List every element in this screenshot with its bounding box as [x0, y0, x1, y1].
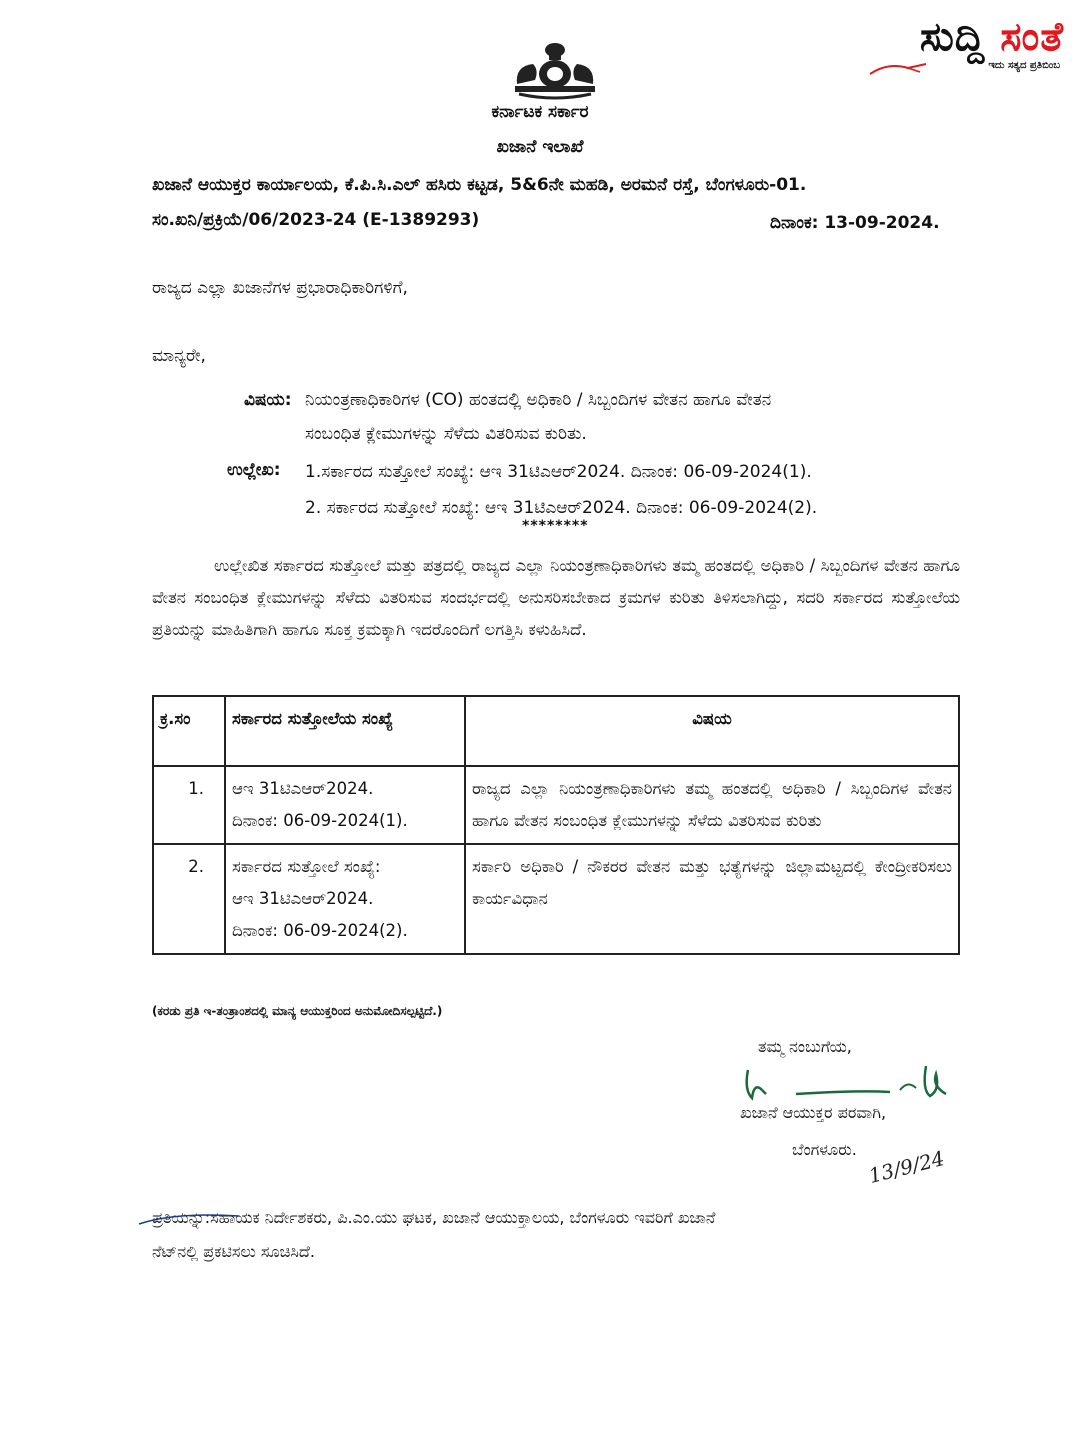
- row-serial: 1.: [153, 766, 225, 844]
- office-address: ಖಜಾನೆ ಆಯುಕ್ತರ ಕಾರ್ಯಾಲಯ, ಕೆ.ಪಿ.ಸಿ.ಎಲ್ ಹಸಿರು ಕಟ್ಟಡ, 5&6ನೇ ಮಹಡಿ, ಅರಮನೆ ರಸ್ತೆ, ಬೆಂಗಳೂರು-01.: [152, 175, 807, 195]
- table-header-subject: ವಿಷಯ: [465, 696, 959, 766]
- row-subject: ರಾಜ್ಯದ ಎಲ್ಲಾ ನಿಯಂತ್ರಣಾಧಿಕಾರಿಗಳು ತಮ್ಮ ಹಂತದಲ್ಲಿ ಅಧಿಕಾರಿ / ಸಿಬ್ಬಂದಿಗಳ ವೇತನ ಹಾಗೂ ವೇತನ ಸಂಬಂಧಿತ ಕ್ಲೇಮುಗಳನ್ನು ಸೆಳೆದು ವಿತರಿಸುವ ಕುರಿತು: [465, 766, 959, 844]
- circular-line: ಸರ್ಕಾರದ ಸುತ್ತೋಲೆ ಸಂಖ್ಯೆ:: [232, 857, 381, 876]
- circulars-table: [152, 695, 960, 955]
- closing-yours: ತಮ್ಮ ನಂಬುಗೆಯ,: [758, 1037, 852, 1056]
- table-row: [153, 766, 959, 844]
- logo-wordmark: [920, 14, 1064, 60]
- reference-label: ಉಲ್ಲೇಖ:: [227, 460, 281, 480]
- sudhi-sante-logo: [864, 14, 1064, 74]
- table-header-row: [153, 696, 959, 766]
- addressee: ರಾಜ್ಯದ ಎಲ್ಲಾ ಖಜಾನೆಗಳ ಪ್ರಭಾರಾಧಿಕಾರಿಗಳಿಗೆ,: [152, 278, 408, 298]
- reference-number: ಸಂ.ಖನಿ/ಪ್ರಕ್ರಿಯೆ/06/2023-24 (E-1389293): [152, 210, 480, 230]
- copy-to-line-2: ನೆಟ್‌ನಲ್ಲಿ ಪ್ರಕಟಿಸಲು ಸೂಚಿಸಿದೆ.: [152, 1242, 315, 1261]
- table-header-serial: ಕ್ರ.ಸಂ: [153, 696, 225, 766]
- handwritten-date: 13/9/24: [866, 1146, 947, 1188]
- pen-swoosh-icon: [868, 60, 928, 78]
- row-circular: [225, 844, 465, 954]
- footnote: (ಕರಡು ಪ್ರತಿ ಇ-ತಂತ್ರಾಂಶದಲ್ಲಿ ಮಾನ್ಯ ಆಯುಕ್ತರಿಂದ ಅನುಮೋದಿಸಲ್ಪಟ್ಟಿದೆ.): [152, 1004, 443, 1018]
- table-header-circular: ಸರ್ಕಾರದ ಸುತ್ತೋಲೆಯ ಸಂಖ್ಯೆ: [225, 696, 465, 766]
- circular-line: ದಿನಾಂಕ: 06-09-2024(2).: [232, 921, 408, 940]
- circular-line: ಆಇ 31ಟಿಎಆರ್2024.: [232, 889, 374, 908]
- row-subject: ಸರ್ಕಾರಿ ಅಧಿಕಾರಿ / ನೌಕರರ ವೇತನ ಮತ್ತು ಭತ್ಯೆಗಳನ್ನು ಜಿಲ್ಲಾಮಟ್ಟದಲ್ಲಿ ಕೇಂದ್ರೀಕರಿಸಲು ಕಾರ್ಯವಿಧಾನ: [465, 844, 959, 954]
- copy-to-line-1: ಪ್ರತಿಯನ್ನು:ಸಹಾಯಕ ನಿರ್ದೇಶಕರು, ಪಿ.ಎಂ.ಯು ಘಟಕ, ಖಜಾನೆ ಆಯುಕ್ತಾಲಯ, ಬೆಂಗಳೂರು ಇವರಿಗೆ ಖಜಾನೆ: [152, 1208, 716, 1227]
- closing-designation: ಖಜಾನೆ ಆಯುಕ್ತರ ಪರವಾಗಿ,: [740, 1103, 887, 1122]
- table-row: [153, 844, 959, 954]
- government-name: ಕರ್ನಾಟಕ ಸರ್ಕಾರ: [491, 102, 589, 122]
- logo-part1: ಸುದ್ದಿ: [919, 14, 986, 60]
- closing-place: ಬೆಂಗಳೂರು.: [792, 1140, 857, 1159]
- karnataka-emblem-icon: [505, 40, 605, 100]
- subject-line-2: ಸಂಬಂಧಿತ ಕ್ಲೇಮುಗಳನ್ನು ಸೆಳೆದು ವಿತರಿಸುವ ಕುರಿತು.: [305, 424, 587, 444]
- body-paragraph: ಉಲ್ಲೇಖಿತ ಸರ್ಕಾರದ ಸುತ್ತೋಲೆ ಮತ್ತು ಪತ್ರದಲ್ಲಿ ರಾಜ್ಯದ ಎಲ್ಲಾ ನಿಯಂತ್ರಣಾಧಿಕಾರಿಗಳು ತಮ್ಮ ಹಂತದಲ್ಲಿ ಅಧಿಕಾರಿ / ಸಿಬ್ಬಂದಿಗಳ ವೇತನ ಹಾಗೂ ವೇತನ ಸಂಬಂಧಿತ ಕ್ಲೇಮುಗಳನ್ನು ಸೆಳೆದು ವಿತರಿಸುವ ಸಂದರ್ಭದಲ್ಲಿ ಅನುಸರಿಸಬೇಕಾದ ಕ್ರಮಗಳ ಕುರಿತು ತಿಳಿಸಲಾಗಿದ್ದು, ಸದರಿ ಸರ್ಕಾರದ ಸುತ್ತೋಲೆಯ ಪ್ರತಿಯನ್ನು ಮಾಹಿತಿಗಾಗಿ ಹಾಗೂ ಸೂಕ್ತ ಕ್ರಮಕ್ಕಾಗಿ ಇದರೊಂದಿಗೆ ಲಗತ್ತಿಸಿ ಕಳುಹಿಸಿದೆ.: [152, 556, 960, 639]
- separator-stars: ********: [522, 518, 589, 534]
- salutation: ಮಾನ್ಯರೇ,: [152, 346, 206, 366]
- underline-stroke-icon: [135, 1204, 245, 1226]
- letter-date: ದಿನಾಂಕ: 13-09-2024.: [770, 213, 940, 233]
- row-circular: [225, 766, 465, 844]
- row-serial: 2.: [153, 844, 225, 954]
- subject-label: ವಿಷಯ:: [244, 390, 292, 410]
- logo-tagline: ಇದು ಸತ್ಯದ ಪ್ರತಿಬಿಂಬ: [988, 60, 1060, 71]
- reference-line-1: 1.ಸರ್ಕಾರದ ಸುತ್ತೋಲೆ ಸಂಖ್ಯೆ: ಆಇ 31ಟಿಎಆರ್2024. ದಿನಾಂಕ: 06-09-2024(1).: [305, 462, 812, 482]
- logo-part2: ಸಂತೆ: [1000, 14, 1064, 60]
- reference-line-2: 2. ಸರ್ಕಾರದ ಸುತ್ತೋಲೆ ಸಂಖ್ಯೆ: ಆಇ 31ಟಿಎಆರ್2024. ದಿನಾಂಕ: 06-09-2024(2).: [305, 498, 818, 518]
- subject-line-1: ನಿಯಂತ್ರಣಾಧಿಕಾರಿಗಳ (CO) ಹಂತದಲ್ಲಿ ಅಧಿಕಾರಿ / ಸಿಬ್ಬಂದಿಗಳ ವೇತನ ಹಾಗೂ ವೇತನ: [305, 390, 772, 410]
- department-name: ಖಜಾನೆ ಇಲಾಖೆ: [496, 137, 584, 157]
- circular-line: ಆಇ 31ಟಿಎಆರ್2024.: [232, 779, 374, 798]
- circular-line: ದಿನಾಂಕ: 06-09-2024(1).: [232, 811, 408, 830]
